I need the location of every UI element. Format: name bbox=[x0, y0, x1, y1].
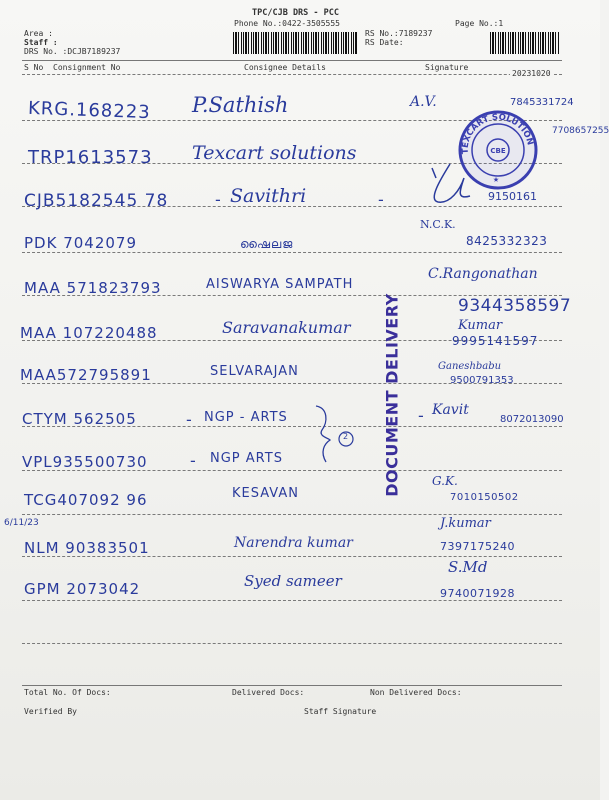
consignment-no: MAA 107220488 bbox=[20, 324, 158, 342]
phone-number: 8425332323 bbox=[466, 234, 548, 248]
phone-number: 9344358597 bbox=[458, 296, 572, 316]
consignee-name: ഷൈലജ bbox=[240, 237, 294, 251]
consignee-name: AISWARYA SAMPATH bbox=[206, 277, 354, 292]
area-label: Area : bbox=[24, 29, 53, 38]
total-docs: Total No. Of Docs: bbox=[24, 688, 111, 697]
phone-number: 9740071928 bbox=[440, 587, 515, 600]
seal-text: TEXCART SOLUTION bbox=[460, 112, 535, 155]
consignment-no: TRP1613573 bbox=[28, 147, 153, 168]
consignment-no: CJB5182545 78 bbox=[24, 191, 169, 211]
seal-center: CBE bbox=[490, 147, 506, 155]
drs-title: TPC/CJB DRS - PCC bbox=[252, 8, 339, 18]
company-seal bbox=[456, 108, 540, 192]
rs-date: RS Date: bbox=[365, 38, 404, 47]
signature: Kumar bbox=[458, 318, 503, 333]
row-divider bbox=[22, 600, 562, 601]
header-divider bbox=[22, 60, 562, 61]
barcode-left bbox=[233, 32, 358, 54]
staff-signature: Staff Signature bbox=[304, 707, 377, 716]
dash-mark: - bbox=[215, 190, 222, 209]
signature: Kavit bbox=[432, 402, 469, 418]
col-consignment: Consignment No bbox=[53, 63, 121, 72]
consignee-name: Texcart solutions bbox=[192, 142, 357, 164]
page-number: Page No.:1 bbox=[455, 19, 504, 28]
signature: J.kumar bbox=[440, 516, 491, 531]
consignee-name: Savithri bbox=[230, 185, 307, 207]
consignment-no: CTYM 562505 bbox=[22, 410, 137, 428]
rs-number: RS No.:7189237 bbox=[365, 29, 433, 38]
consignment-no: KRG.168223 bbox=[27, 97, 152, 124]
phone-number: 9150161 bbox=[488, 190, 537, 203]
phone-number: 9995141597 bbox=[452, 334, 539, 348]
consignee-name: Narendra kumar bbox=[234, 535, 353, 551]
row-divider bbox=[22, 74, 562, 75]
row-divider bbox=[22, 643, 562, 644]
consignment-no: MAA572795891 bbox=[20, 366, 152, 384]
delivered-docs: Delivered Docs: bbox=[232, 688, 305, 697]
document-delivery-stamp bbox=[372, 293, 412, 497]
signature: C.Rangonathan bbox=[428, 266, 538, 282]
consignee-name: NGP ARTS bbox=[210, 451, 283, 466]
phone-number: 7397175240 bbox=[440, 540, 515, 553]
row-divider bbox=[22, 252, 562, 253]
consignee-name: KESAVAN bbox=[232, 486, 299, 501]
signature: Ganeshbabu bbox=[438, 361, 502, 372]
document-delivery-text: DOCUMENT DELIVERY bbox=[382, 293, 402, 497]
consignee-name: Saravanakumar bbox=[222, 318, 351, 337]
signature: S.Md bbox=[448, 558, 488, 576]
svg-text:★: ★ bbox=[492, 174, 500, 185]
col-sno: S No bbox=[24, 63, 44, 72]
phone-number: 8072013090 bbox=[500, 414, 564, 425]
phone-number: 7845331724 bbox=[510, 97, 574, 108]
footer-divider bbox=[22, 685, 562, 686]
signature: N.C.K. bbox=[420, 218, 456, 231]
col-signature: Signature bbox=[425, 63, 469, 72]
consignment-no: VPL935500730 bbox=[22, 453, 148, 471]
signature: G.K. bbox=[432, 474, 458, 488]
non-delivered-docs: Non Delivered Docs: bbox=[370, 688, 462, 697]
staff-label: Staff : bbox=[24, 38, 58, 47]
dash-mark: - bbox=[190, 451, 197, 470]
print-date: 20231020 bbox=[512, 69, 551, 78]
consignee-name: P.Sathish bbox=[192, 93, 289, 117]
phone-number: Phone No.:0422-3505555 bbox=[234, 19, 340, 28]
phone-number: 7708657255 bbox=[552, 126, 609, 136]
circled-number: 2 bbox=[343, 432, 349, 441]
barcode-right bbox=[490, 32, 560, 54]
signature: A.V. bbox=[410, 94, 437, 110]
consignment-no: TCG407092 96 bbox=[24, 491, 148, 509]
consignee-name: Syed sameer bbox=[244, 572, 342, 590]
dash-mark: - bbox=[418, 406, 425, 425]
side-date-note: 6/11/23 bbox=[4, 518, 39, 528]
consignment-no: PDK 7042079 bbox=[24, 234, 138, 252]
drs-number: DRS No. :DCJB7189237 bbox=[24, 47, 121, 56]
verified-by: Verified By bbox=[24, 707, 77, 716]
col-consignee: Consignee Details bbox=[244, 63, 326, 72]
consignee-name: SELVARAJAN bbox=[210, 364, 299, 379]
consignee-name: NGP - ARTS bbox=[204, 410, 288, 425]
row-divider bbox=[22, 514, 562, 515]
dash-mark: - bbox=[186, 410, 193, 429]
consignment-no: GPM 2073042 bbox=[24, 580, 141, 598]
consignment-no: MAA 571823793 bbox=[24, 279, 162, 297]
bracket-mark bbox=[306, 402, 366, 472]
consignment-no: NLM 90383501 bbox=[24, 539, 150, 557]
phone-number: 7010150502 bbox=[450, 492, 519, 503]
phone-number: 9500791353 bbox=[450, 375, 514, 386]
dash-mark: - bbox=[378, 190, 385, 209]
